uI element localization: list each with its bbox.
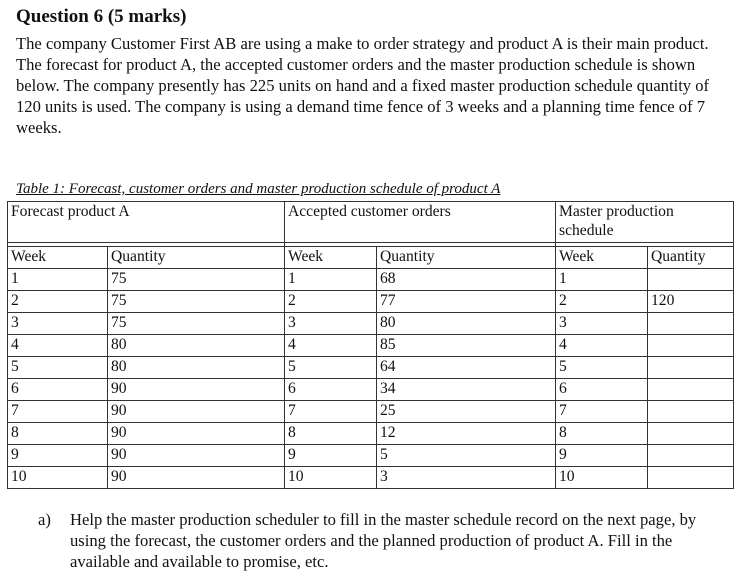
forecast-week-header: Week	[8, 247, 108, 269]
forecast-quantity-cell: 75	[108, 291, 285, 313]
forecast-quantity-cell: 75	[108, 313, 285, 335]
forecast-quantity-cell: 90	[108, 445, 285, 467]
forecast-group-header: Forecast product A	[8, 202, 285, 243]
orders-group-header: Accepted customer orders	[285, 202, 556, 243]
table-row	[8, 379, 734, 401]
forecast-week-cell: 3	[8, 313, 108, 335]
order-quantity-cell: 3	[377, 467, 556, 489]
mps-week-cell: 9	[556, 445, 648, 467]
mps-week-cell: 10	[556, 467, 648, 489]
table-caption: Table 1: Forecast, customer orders and master production schedule of product A	[16, 181, 501, 197]
forecast-week-cell: 4	[8, 335, 108, 357]
mps-week-cell: 8	[556, 423, 648, 445]
order-quantity-cell: 34	[377, 379, 556, 401]
mps-week-cell: 6	[556, 379, 648, 401]
table-row	[8, 291, 734, 313]
forecast-week-cell: 1	[8, 269, 108, 291]
order-week-cell: 9	[285, 445, 377, 467]
forecast-week-cell: 10	[8, 467, 108, 489]
order-week-cell: 1	[285, 269, 377, 291]
question-paragraph: The company Customer First AB are using a make to order strategy and product A is their main product. The forecast for product A, the accepted customer orders and the master production schedule is shown below. The company presently has 225 units on hand and a fixed master production schedule quantity of 120 units is used. The company is using a demand time fence of 3 weeks and a planning time fence of 7 weeks.	[16, 34, 710, 137]
mps-week-cell: 5	[556, 357, 648, 379]
forecast-week-cell: 6	[8, 379, 108, 401]
forecast-quantity-cell: 90	[108, 401, 285, 423]
forecast-quantity-cell: 90	[108, 467, 285, 489]
order-quantity-cell: 80	[377, 313, 556, 335]
mps-week-cell: 4	[556, 335, 648, 357]
order-quantity-cell: 68	[377, 269, 556, 291]
order-quantity-cell: 77	[377, 291, 556, 313]
table-row	[8, 445, 734, 467]
mps-quantity-cell	[648, 313, 734, 335]
order-week-cell: 3	[285, 313, 377, 335]
mps-quantity-cell	[648, 423, 734, 445]
column-header-row	[8, 247, 734, 269]
order-quantity-cell: 25	[377, 401, 556, 423]
mps-week-header: Week	[556, 247, 648, 269]
mps-quantity-cell	[648, 379, 734, 401]
forecast-week-cell: 8	[8, 423, 108, 445]
order-week-cell: 5	[285, 357, 377, 379]
forecast-quantity-cell: 80	[108, 335, 285, 357]
subquestion-label: a)	[38, 510, 51, 529]
order-quantity-cell: 85	[377, 335, 556, 357]
order-quantity-cell: 12	[377, 423, 556, 445]
orders-week-header: Week	[285, 247, 377, 269]
mps-quantity-header: Quantity	[648, 247, 734, 269]
forecast-week-cell: 7	[8, 401, 108, 423]
table-row	[8, 467, 734, 489]
group-header-row	[8, 202, 734, 243]
mps-quantity-cell	[648, 467, 734, 489]
question-title: Question 6 (5 marks)	[16, 6, 187, 27]
table-row	[8, 423, 734, 445]
order-week-cell: 7	[285, 401, 377, 423]
table-row	[8, 401, 734, 423]
table-row	[8, 313, 734, 335]
order-week-cell: 6	[285, 379, 377, 401]
mps-quantity-cell: 120	[648, 291, 734, 313]
schedule-table	[7, 201, 734, 489]
order-week-cell: 8	[285, 423, 377, 445]
order-quantity-cell: 64	[377, 357, 556, 379]
table-row	[8, 335, 734, 357]
order-quantity-cell: 5	[377, 445, 556, 467]
order-week-cell: 2	[285, 291, 377, 313]
mps-group-header: Master production schedule	[556, 202, 734, 243]
orders-quantity-header: Quantity	[377, 247, 556, 269]
subquestion	[38, 509, 728, 572]
forecast-week-cell: 2	[8, 291, 108, 313]
forecast-quantity-cell: 80	[108, 357, 285, 379]
mps-week-cell: 1	[556, 269, 648, 291]
forecast-quantity-cell: 75	[108, 269, 285, 291]
subquestion-text: Help the master production scheduler to fill in the master schedule record on the next page, by using the forecast, the customer orders and the planned production of product A. Fill in the available and available to promise, etc.	[70, 510, 697, 571]
order-week-cell: 4	[285, 335, 377, 357]
forecast-quantity-cell: 90	[108, 379, 285, 401]
mps-week-cell: 7	[556, 401, 648, 423]
forecast-week-cell: 9	[8, 445, 108, 467]
mps-quantity-cell	[648, 401, 734, 423]
forecast-quantity-header: Quantity	[108, 247, 285, 269]
mps-quantity-cell	[648, 445, 734, 467]
table-row	[8, 269, 734, 291]
mps-quantity-cell	[648, 335, 734, 357]
forecast-week-cell: 5	[8, 357, 108, 379]
order-week-cell: 10	[285, 467, 377, 489]
forecast-quantity-cell: 90	[108, 423, 285, 445]
mps-week-cell: 2	[556, 291, 648, 313]
mps-quantity-cell	[648, 357, 734, 379]
mps-quantity-cell	[648, 269, 734, 291]
table-row	[8, 357, 734, 379]
mps-week-cell: 3	[556, 313, 648, 335]
